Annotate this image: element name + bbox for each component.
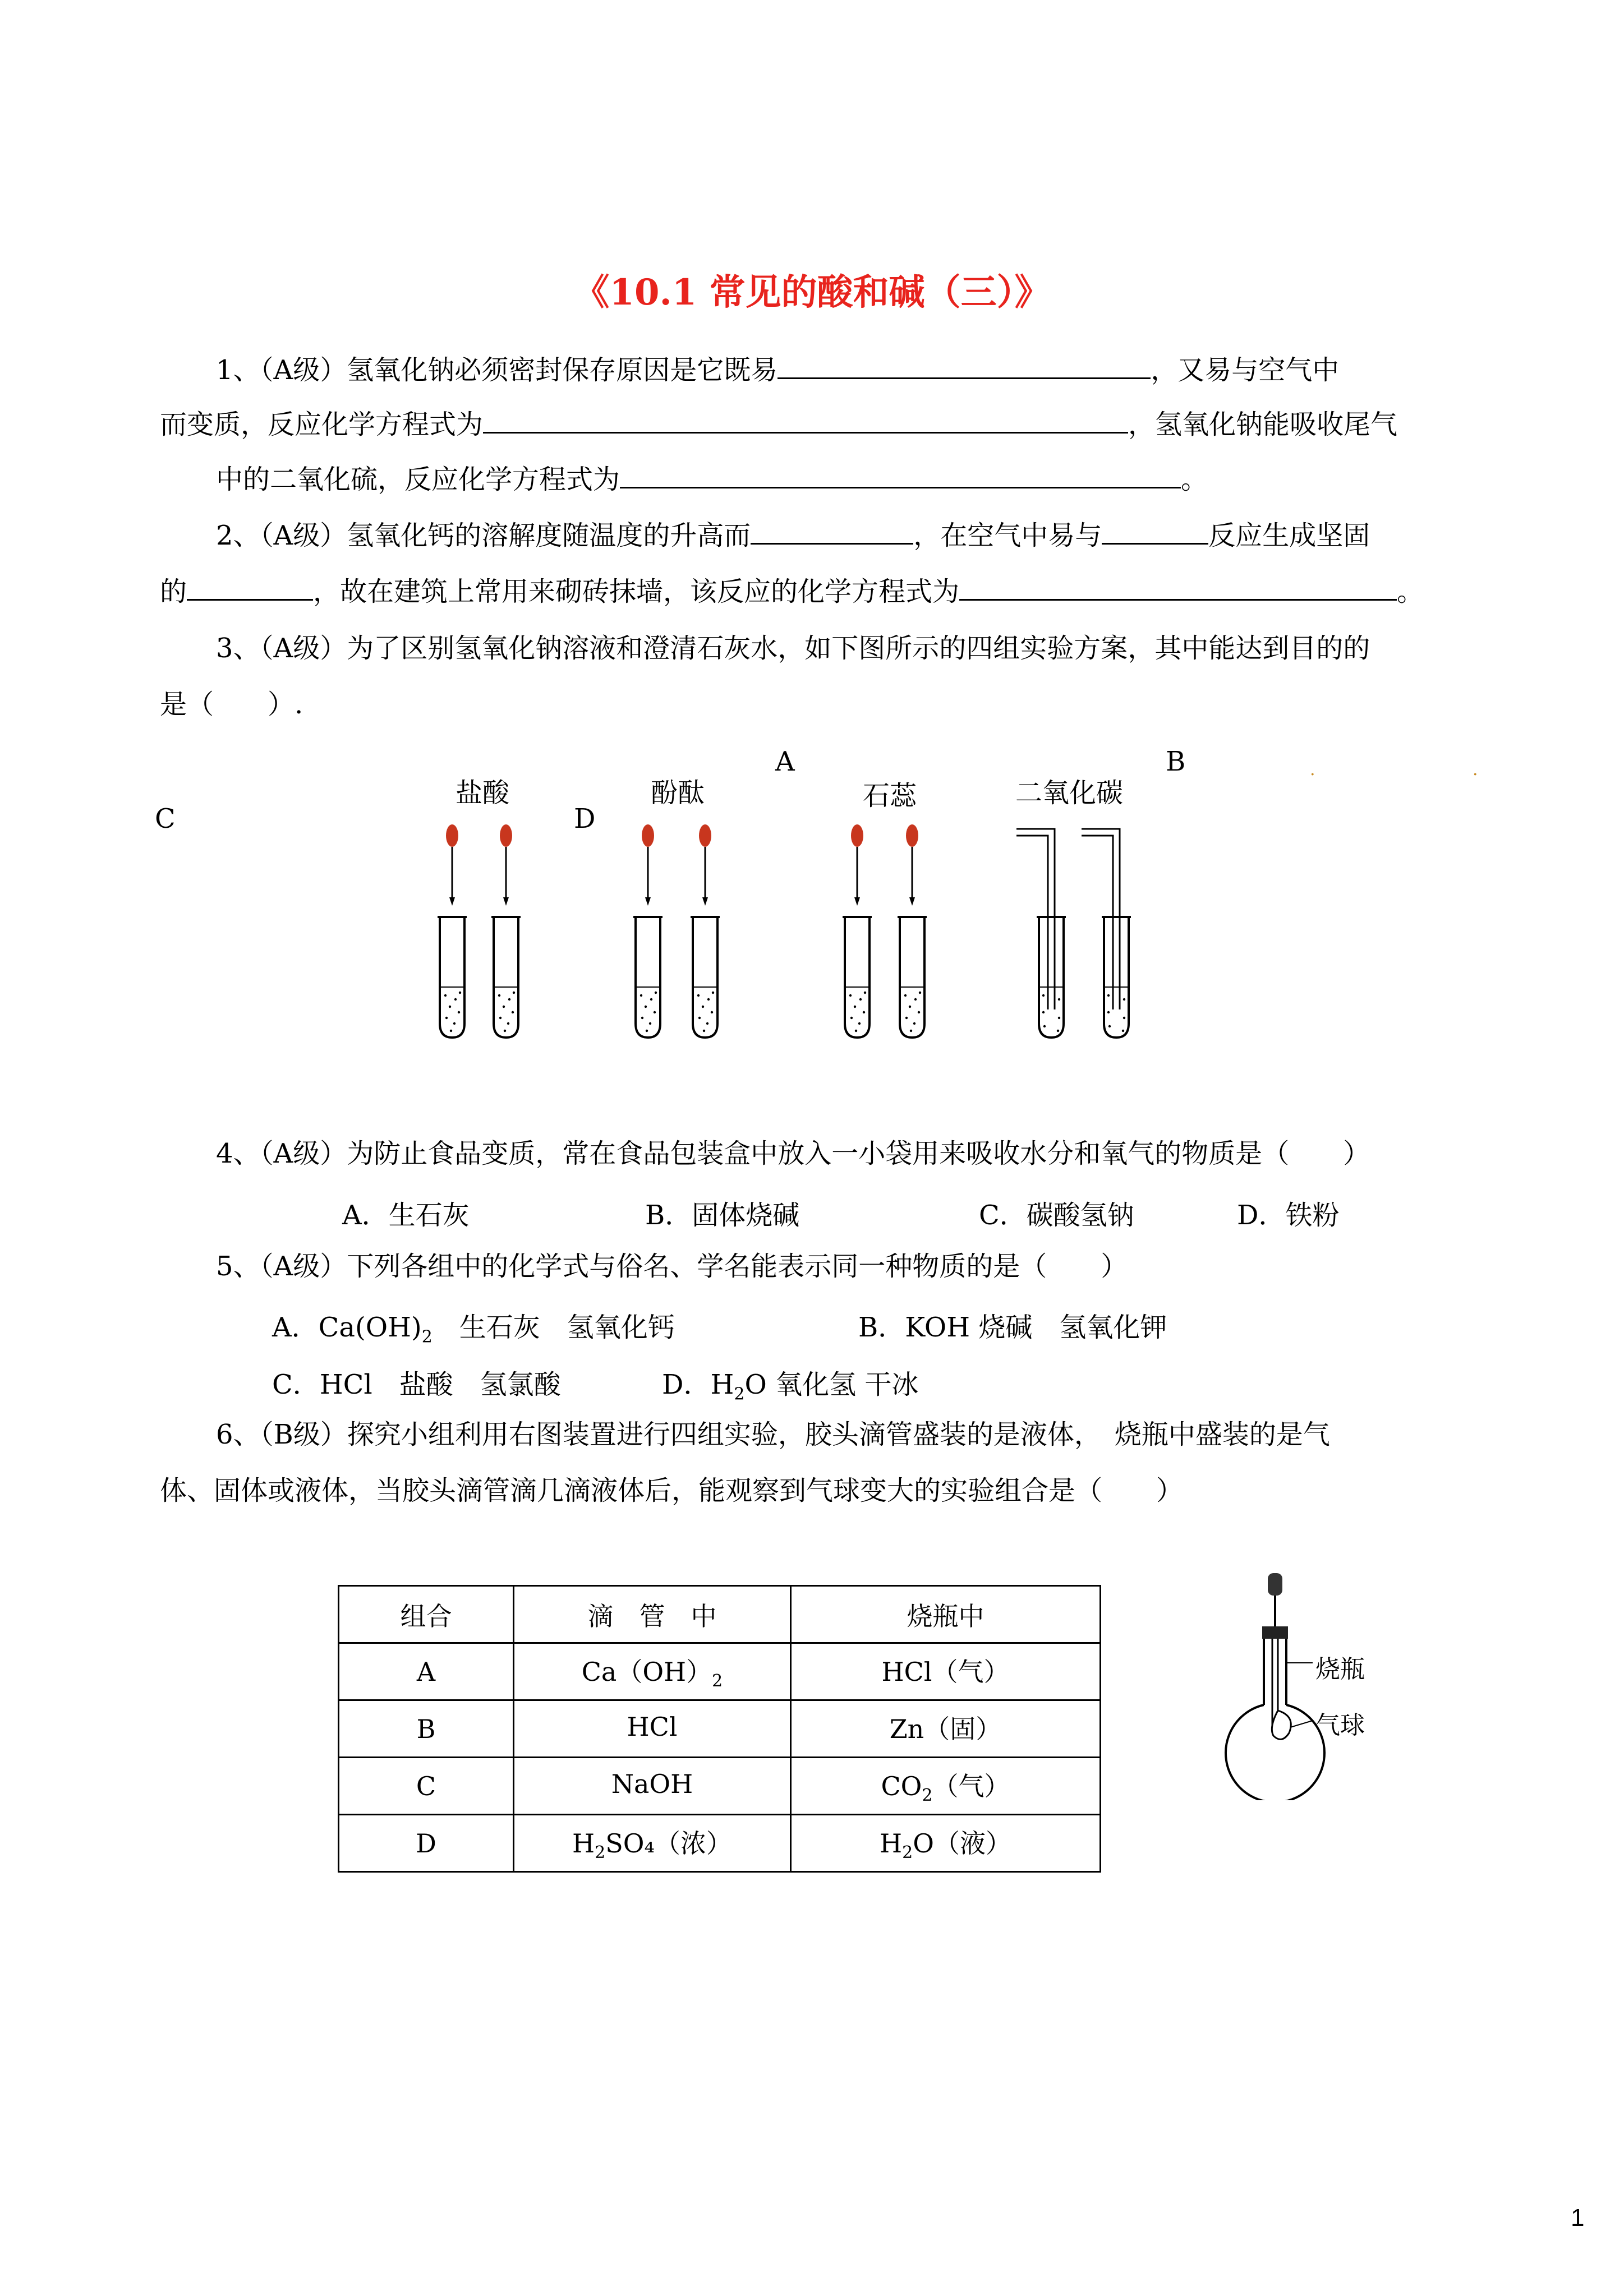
table-header-row — [339, 1586, 1101, 1643]
test-tube — [843, 824, 872, 1038]
test-tube — [491, 824, 521, 1038]
q6-line1: 6、（B级）探究小组利用右图装置进行四组实验，胶头滴管盛装的是液体， 烧瓶中盛装的是气 — [216, 1419, 1330, 1450]
group-cell: B — [339, 1700, 514, 1758]
q5-option-b[interactable]: B．KOH 烧碱 氢氧化钾 — [858, 1312, 1167, 1343]
q5-option-d[interactable]: D．$H_2O$ 氧化氢 干冰 — [662, 1369, 919, 1404]
flask-cell: Zn（固） — [791, 1700, 1101, 1758]
q5-option-c[interactable]: C．HCl 盐酸 氢氯酸 — [272, 1369, 561, 1400]
experiment-table — [338, 1585, 1101, 1873]
q2-line1: 2、（A级）氢氧化钙的溶解度随温度的升高而 ，在空气中易与 反应生成坚固 — [216, 516, 1370, 552]
q2-blank-4[interactable] — [959, 572, 1397, 601]
q4-option-b[interactable]: B．固体烧碱 — [645, 1200, 800, 1231]
q2-blank-3[interactable] — [187, 572, 313, 601]
table-header-cell: 滴 管 中 — [514, 1586, 791, 1643]
q4-stem: 4、（A级）为防止食品变质，常在食品包装盒中放入一小袋用来吸收水分和氧气的物质是（ ） — [216, 1138, 1370, 1169]
q4-option-a[interactable]: A．生石灰 — [342, 1200, 470, 1231]
test-tube — [438, 824, 467, 1038]
group-cell: C — [339, 1758, 514, 1815]
option-letter-d: D — [574, 803, 596, 835]
reagent-label-co2: 二氧化碳 — [1015, 777, 1124, 809]
q3-line2: 是（ ）. — [160, 689, 303, 720]
test-tube — [691, 824, 720, 1038]
test-tube — [1016, 829, 1066, 1038]
table-row — [339, 1758, 1101, 1815]
table-row — [339, 1643, 1101, 1700]
table-row — [339, 1700, 1101, 1758]
balloon-label: 气球 — [1315, 1711, 1365, 1740]
test-tube — [633, 824, 663, 1038]
dropper-cell: NaOH — [514, 1758, 791, 1815]
page-number: 1 — [1571, 2204, 1585, 2232]
q2-blank-2[interactable] — [1102, 516, 1208, 545]
q3-line1: 3、（A级）为了区别氢氧化钠溶液和澄清石灰水，如下图所示的四组实验方案，其中能达到目的的 — [216, 633, 1370, 664]
q1-blank-3[interactable] — [620, 460, 1181, 488]
q2-line2: 的 ，故在建筑上常用来砌砖抹墙，该反应的化学方程式为 。 — [160, 572, 1424, 608]
q1-blank-2[interactable] — [483, 405, 1128, 434]
q4-option-d[interactable]: D．铁粉 — [1237, 1200, 1340, 1231]
flask-balloon-apparatus — [1223, 1565, 1391, 1800]
q4-option-c[interactable]: C．碳酸氢钠 — [979, 1200, 1134, 1231]
table-header-cell: 烧瓶中 — [791, 1586, 1101, 1643]
reagent-label-litmus: 石蕊 — [863, 780, 917, 812]
reagent-label-phenolphthalein: 酚酞 — [651, 777, 705, 809]
flask-cell: $H_2O$（液） — [791, 1815, 1101, 1872]
dropper-cell: $Ca(OH)_2$ — [514, 1643, 791, 1700]
flask-cell: HCl（气） — [791, 1643, 1101, 1700]
stray-mark: . — [1310, 760, 1315, 780]
group-cell: A — [339, 1643, 514, 1700]
stray-mark: . — [1473, 760, 1478, 780]
q6-line2: 体、固体或液体，当胶头滴管滴几滴液体后，能观察到气球变大的实验组合是（ ） — [160, 1475, 1184, 1506]
option-letter-c: C — [155, 803, 176, 835]
test-tubes-figure — [426, 808, 1156, 1043]
dropper-cell: HCl — [514, 1700, 791, 1758]
option-letter-a: A — [775, 746, 795, 777]
reagent-label-hcl: 盐酸 — [456, 777, 510, 809]
flask-label: 烧瓶 — [1315, 1655, 1365, 1684]
q5-stem: 5、（A级）下列各组中的化学式与俗名、学名能表示同一种物质的是（ ） — [216, 1251, 1128, 1282]
q1-line1: 1、（A级）氢氧化钠必须密封保存原因是它既易 ，又易与空气中 — [216, 351, 1339, 387]
option-letter-b: B — [1166, 746, 1186, 777]
q1-line2: 而变质，反应化学方程式为 ，氢氧化钠能吸收尾气 — [160, 405, 1397, 441]
table-row — [339, 1815, 1101, 1872]
q2-blank-1[interactable] — [751, 516, 913, 545]
dropper-cell: $H_2SO_4$（浓） — [514, 1815, 791, 1872]
page-title: 《10.1 常见的酸和碱（三）》 — [573, 271, 1051, 313]
group-cell: D — [339, 1815, 514, 1872]
test-tube — [1082, 829, 1131, 1038]
flask-cell: $CO_2$（气） — [791, 1758, 1101, 1815]
q1-line3: 中的二氧化硫，反应化学方程式为 。 — [216, 460, 1208, 496]
test-tube — [898, 824, 927, 1038]
q5-option-a[interactable]: A．$Ca(OH)_2$ 生石灰 氢氧化钙 — [272, 1312, 675, 1347]
table-header-cell: 组合 — [339, 1586, 514, 1643]
q1-blank-1[interactable] — [778, 351, 1151, 379]
